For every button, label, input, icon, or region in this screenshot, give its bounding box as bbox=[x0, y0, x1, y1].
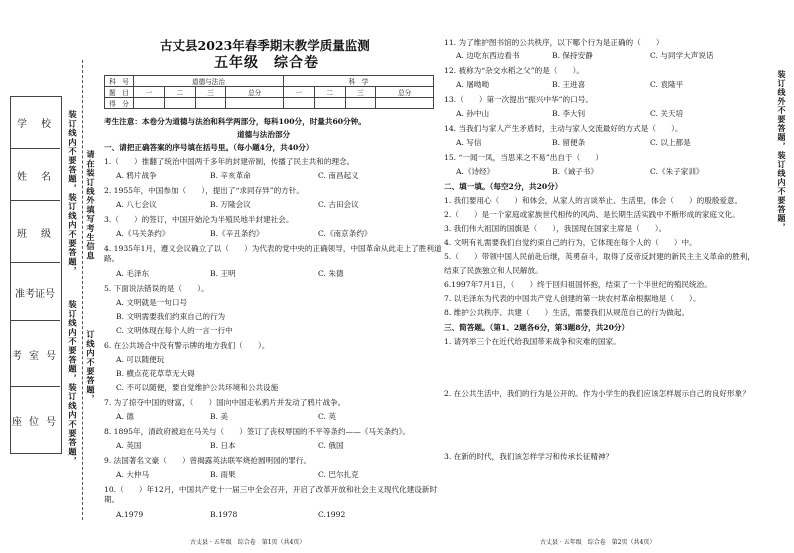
score-col: 总分 bbox=[226, 87, 284, 98]
fill-2[interactable]: 2.（ ）是一个家庭或家族世代相传的风尚、是长期生活实践中不断形成的家庭文化。 bbox=[444, 210, 740, 219]
option[interactable]: A. 英国 bbox=[116, 441, 142, 450]
option[interactable]: B. 保持安静 bbox=[552, 51, 593, 60]
short-answer-1: 1. 请列举三个在近代给我国带来战争和灾难的国家。 bbox=[444, 337, 621, 346]
score-row-label: 题 目 bbox=[105, 87, 134, 98]
question-8: 8. 1895年，清政府被迫在马关与（ ）签订了丧权辱国的不平等条约——《马关条约》。 bbox=[104, 427, 411, 436]
option[interactable]: A. 大仲马 bbox=[116, 470, 150, 479]
answer-area-1[interactable] bbox=[444, 350, 764, 388]
option[interactable]: A. 可以随便玩 bbox=[116, 355, 165, 364]
question-15: 15. “一闻一凤，当思来之不易”出自于（ ） bbox=[444, 153, 603, 162]
option[interactable]: A. 屠呦呦 bbox=[456, 80, 490, 89]
score-col: 二 bbox=[314, 87, 345, 98]
field-name[interactable]: 姓 名 bbox=[10, 148, 60, 201]
question-12: 12. 被称为“杂交水稻之父”的是（ ）。 bbox=[444, 66, 584, 75]
question-1: 1.（ ）推翻了统治中国两千多年的封建帝制，传播了民主共和的理念。 bbox=[104, 157, 355, 166]
option[interactable]: A. 毛泽东 bbox=[116, 269, 150, 278]
exam-subtitle: 五年级 综合卷 bbox=[214, 55, 319, 71]
field-school[interactable]: 学 校 bbox=[17, 118, 53, 130]
option[interactable]: A.《马关条约》 bbox=[116, 229, 170, 238]
option[interactable]: A. 边吃东西边看书 bbox=[456, 51, 520, 60]
question-10: 10.（ ）年12月，中国共产党十一届三中全会召开，开启了改革开放和社会主义现代化建设新时期。 bbox=[104, 485, 438, 504]
option[interactable]: B. 王进喜 bbox=[552, 80, 586, 89]
section-3-title: 三、简答题。（第1、2题各6分，第3题8分，共20分） bbox=[444, 323, 630, 332]
field-class[interactable]: 班 级 bbox=[10, 200, 60, 263]
answer-area-3[interactable] bbox=[444, 465, 764, 525]
option[interactable]: C.1992 bbox=[318, 510, 346, 519]
question-7: 7. 为了掠夺中国的财富，（ ）国向中国走私鸦片并发动了鸦片战争。 bbox=[104, 398, 346, 407]
score-subject-2: 科 学 bbox=[283, 76, 433, 87]
seal-dash-line bbox=[82, 60, 83, 520]
option[interactable]: B.《辛丑条约》 bbox=[210, 229, 264, 238]
short-answer-3: 3. 在新的时代，我们该怎样学习和传承长征精神？ bbox=[444, 452, 614, 461]
question-9: 9. 法国著名文豪（ ）曾揭露英法联军烧抢圆明园的罪行。 bbox=[104, 456, 312, 465]
option[interactable]: C. 以上都是 bbox=[650, 138, 691, 147]
option[interactable]: A.1979 bbox=[116, 510, 144, 519]
option[interactable]: C. 关天培 bbox=[650, 109, 684, 118]
section-1-title: 一、请把正确答案的序号填在括号里。（每小题4分，共40分） bbox=[104, 143, 314, 152]
field-exam-number[interactable]: 准考证号 bbox=[10, 262, 60, 321]
question-3: 3.（ ）的签订，中国开始沦为半殖民地半封建社会。 bbox=[104, 215, 294, 224]
option[interactable]: B.1978 bbox=[210, 510, 238, 519]
option[interactable]: A. 八七会议 bbox=[116, 200, 157, 209]
exam-title: 古丈县2023年春季期末教学质量监测 bbox=[160, 38, 370, 53]
seal-info-text: 请在装订线外填写考生信息 bbox=[86, 150, 96, 261]
option[interactable]: C. 俄国 bbox=[318, 441, 344, 450]
score-cell[interactable] bbox=[164, 98, 195, 109]
option[interactable]: A. 文明就是一句口号 bbox=[116, 298, 188, 307]
score-cell[interactable] bbox=[376, 98, 434, 109]
score-header: 科 号 bbox=[105, 76, 134, 87]
option[interactable]: C. 与同学大声说话 bbox=[650, 51, 714, 60]
question-5: 5. 下面说法错误的是（ ）。 bbox=[104, 284, 209, 293]
fill-7[interactable]: 7. 以毛泽东为代表的中国共产党人创建的第一块农村革命根据地是（ ）。 bbox=[444, 294, 701, 303]
option[interactable]: C.《南京条约》 bbox=[318, 229, 372, 238]
option[interactable]: C. 袁隆平 bbox=[650, 80, 684, 89]
option[interactable]: C. 文明体现在每个人的一言一行中 bbox=[116, 326, 233, 335]
option[interactable]: B. 李大钊 bbox=[552, 109, 586, 118]
option[interactable]: C. 巴尔扎克 bbox=[318, 470, 359, 479]
part-title: 道德与法治部分 bbox=[237, 130, 291, 139]
option[interactable]: B. 留便条 bbox=[552, 138, 586, 147]
score-cell[interactable] bbox=[283, 98, 314, 109]
score-row-label: 得 分 bbox=[105, 98, 134, 109]
option[interactable]: B. 雨果 bbox=[210, 470, 236, 479]
score-col: 一 bbox=[283, 87, 314, 98]
option[interactable]: A. 鸦片战争 bbox=[116, 171, 157, 180]
field-exam-room[interactable]: 考 室 号 bbox=[10, 320, 60, 387]
question-14: 14. 当我们与家人产生矛盾时，主动与家人交流最好的方式是（ ）。 bbox=[444, 124, 683, 133]
question-13: 13.（ ）第一次提出“振兴中华”的口号。 bbox=[444, 95, 593, 104]
option[interactable]: B. 横点花花草草无大碍 bbox=[116, 369, 195, 378]
question-2: 2. 1955年，中国参加（ ），提出了“求同存异”的方针。 bbox=[104, 186, 305, 195]
option[interactable]: C. 古田会议 bbox=[318, 200, 359, 209]
fill-6[interactable]: 6.1997年7月1日，（ ）终于回归祖国怀抱，结束了一个半世纪的殖民统治。 bbox=[444, 280, 712, 289]
option[interactable]: A. 德 bbox=[116, 412, 134, 421]
seal-line-text-3: 订线内不要答题， bbox=[86, 330, 96, 404]
score-col: 总分 bbox=[376, 87, 434, 98]
score-table bbox=[104, 75, 434, 109]
score-cell[interactable] bbox=[345, 98, 376, 109]
option[interactable]: B. 辛亥革命 bbox=[210, 171, 251, 180]
option[interactable]: C. 不可以随便，要自觉维护公共环境和公共设施 bbox=[116, 383, 279, 392]
option[interactable]: A. 写信 bbox=[456, 138, 482, 147]
option[interactable]: C. 英 bbox=[318, 412, 336, 421]
option[interactable]: B. 文明需要我们约束自己的行为 bbox=[116, 312, 226, 321]
field-seat[interactable]: 座 位 号 bbox=[10, 386, 60, 453]
score-col: 一 bbox=[134, 87, 165, 98]
option[interactable]: C. 朱德 bbox=[318, 269, 344, 278]
option[interactable]: B. 王明 bbox=[210, 269, 236, 278]
exam-notice: 考生注意：本卷分为道德与法治和科学两部分，每科100分，时量共60分钟。 bbox=[104, 117, 366, 126]
option[interactable]: C.《朱子家训》 bbox=[650, 167, 704, 176]
short-answer-2: 2. 在公共生活中，我们的行为是公开的。作为小学生的我们应该怎样展示自己的良好形象？ bbox=[444, 389, 750, 398]
score-col: 二 bbox=[164, 87, 195, 98]
fill-5[interactable]: 5.（ ）带领中国人民前赴后继，英勇奋斗，取得了反帝反封建的新民主主义革命的胜利， bbox=[444, 252, 755, 261]
score-cell[interactable] bbox=[314, 98, 345, 109]
option[interactable]: A. 孙中山 bbox=[456, 109, 490, 118]
score-cell[interactable] bbox=[134, 98, 165, 109]
option[interactable]: A.《诗经》 bbox=[456, 167, 495, 176]
fill-1[interactable]: 1. 我们要用心（ ）和体会，从家人的言谈举止、生活里，体会（ ）的殷殷爱意。 bbox=[444, 196, 743, 205]
section-2-title: 二、填一填。（每空2分，共20分） bbox=[444, 182, 563, 191]
question-4: 4. 1935年1月，遵义会议确立了以（ ）为代表的党中央的正确领导，中国革命从此走上了胜利道路。 bbox=[104, 244, 442, 263]
fill-3[interactable]: 3. 我们伟大祖国的国旗是（ ），我国现在国家主席是（ ）。 bbox=[444, 224, 667, 233]
option[interactable]: B. 日本 bbox=[210, 441, 236, 450]
fill-8[interactable]: 8. 维护公共秩序、共建（ ）生活，需要我们从规范自己的行为做起。 bbox=[444, 308, 690, 317]
question-11: 11. 为了维护图书馆的公共秩序，以下哪个行为是正确的（ ） bbox=[444, 38, 664, 47]
score-cell[interactable] bbox=[226, 98, 284, 109]
seal-line-text: 装订线内不要答题，装订线内不要答题， bbox=[68, 110, 78, 276]
page-footer-2: 古丈县 · 五年级 综合卷 第2页（共4页） bbox=[540, 539, 656, 546]
question-6: 6. 在公共场合中没有警示牌的地方我们（ ）。 bbox=[104, 341, 270, 350]
page-footer-1: 古丈县 · 五年级 综合卷 第1页（共4页） bbox=[190, 539, 306, 546]
option[interactable]: B. 美 bbox=[210, 412, 229, 421]
option[interactable]: B.《诫子书》 bbox=[552, 167, 598, 176]
score-col: 三 bbox=[345, 87, 376, 98]
answer-area-2[interactable] bbox=[444, 402, 764, 452]
option[interactable]: B. 万隆会议 bbox=[210, 200, 251, 209]
seal-line-text-2: 装订线内不要答题，装订线内不要答题， bbox=[68, 300, 78, 466]
right-seal-text: 装订线外不要答题，装订线内不要答题， bbox=[777, 70, 787, 232]
option[interactable]: C. 南昌起义 bbox=[318, 171, 359, 180]
fill-4[interactable]: 4. 文明有礼需要我们自觉约束自己的行为，它体现在每个人的（ ）中。 bbox=[444, 238, 697, 247]
score-cell[interactable] bbox=[195, 98, 226, 109]
fill-5-cont: 结束了民族独立和人民解放。 bbox=[444, 266, 543, 275]
score-col: 三 bbox=[195, 87, 226, 98]
score-subject-1: 道德与法治 bbox=[134, 76, 284, 87]
